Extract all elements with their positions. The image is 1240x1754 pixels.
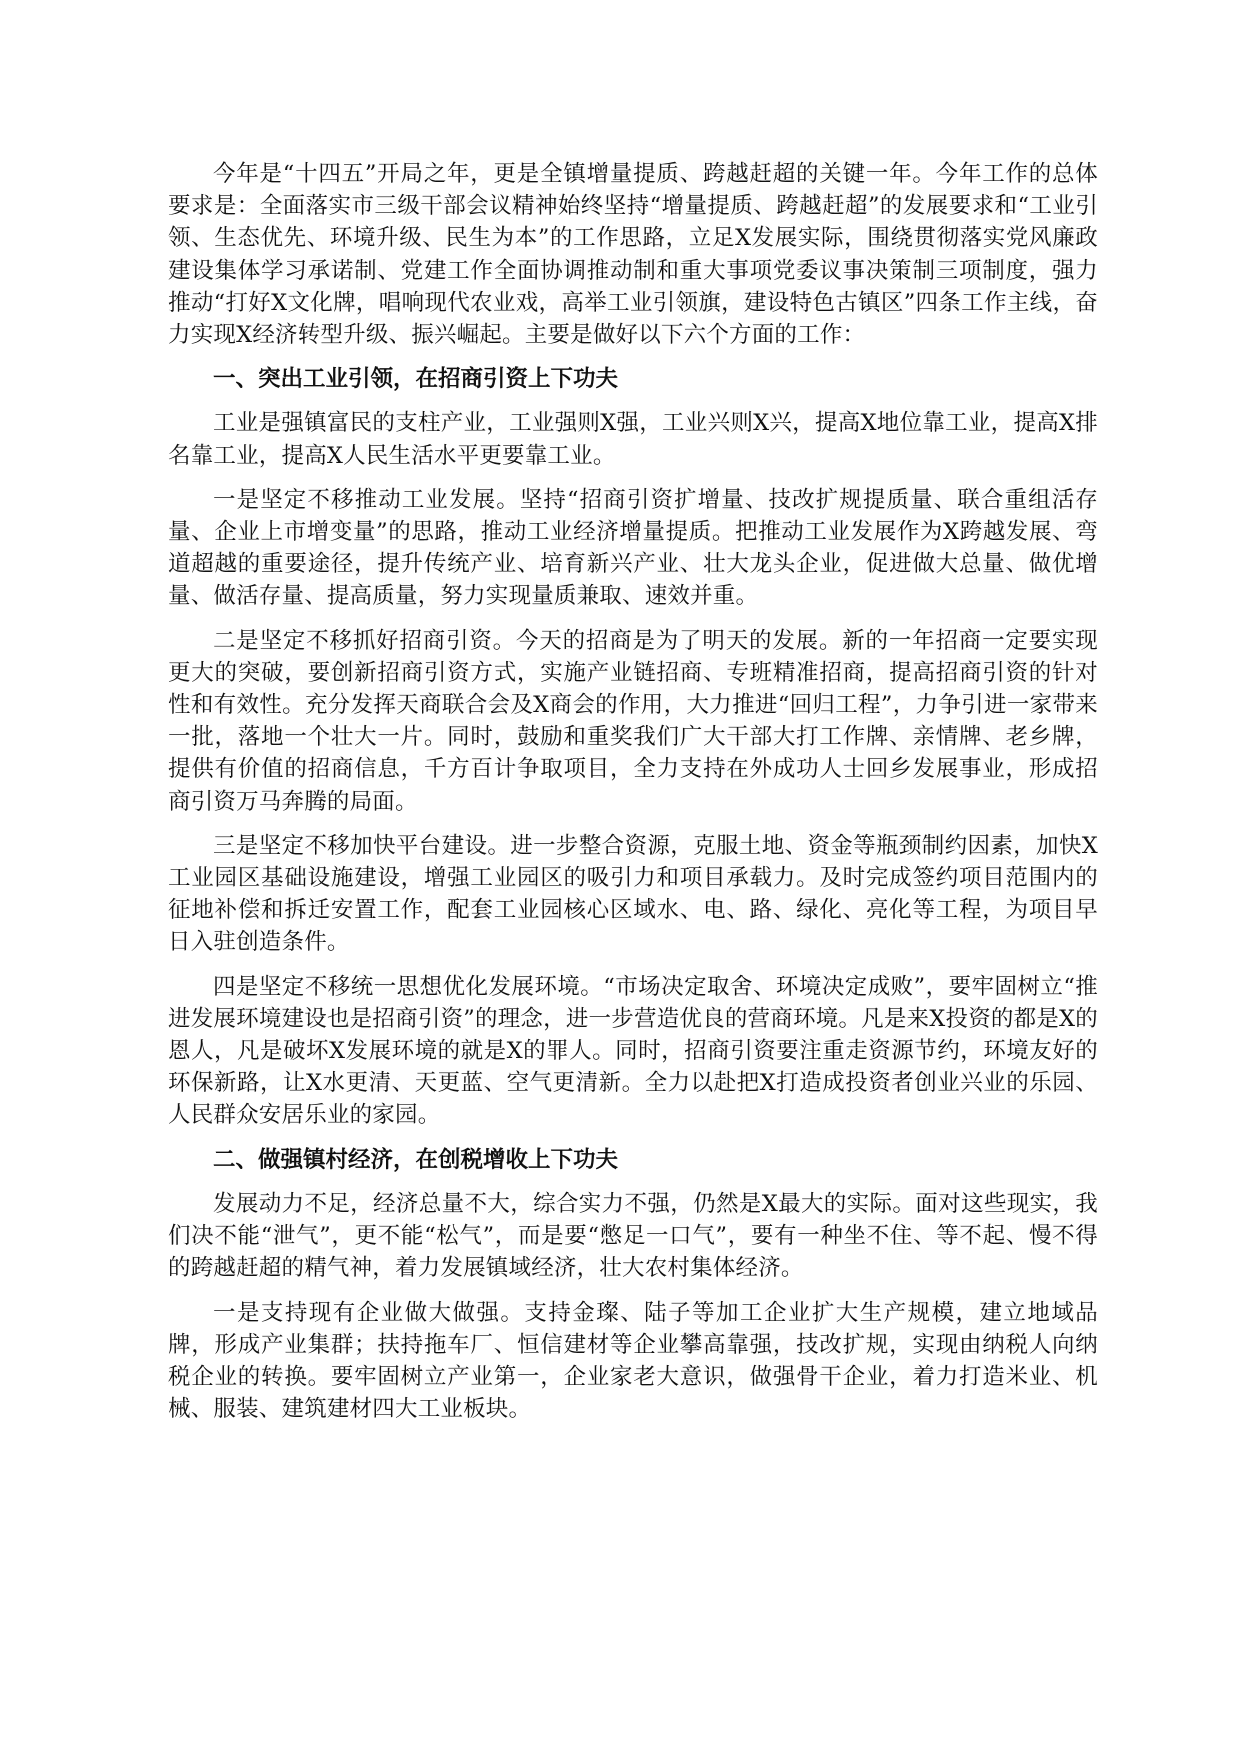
section-heading-1: 一、突出工业引领，在招商引资上下功夫 — [213, 366, 619, 393]
section-1-point-1-paragraph: 一是坚定不移推动工业发展。坚持“招商引资扩增量、技改扩规提质量、联合重组活存量、企业上市增变量”的思路，推动工业经济增量提质。把推动工业发展作为X跨越发展、弯道超越的重要途径，提升传统产业、培育新兴产业、壮大龙头企业，促进做大总量、做优增量、做活存量、提高质量，努力实现量质兼取、速效并重。 — [168, 486, 1098, 610]
section-2-intro-paragraph: 发展动力不足，经济总量不大，综合实力不强，仍然是X最大的实际。面对这些现实，我们决不能“泄气”，更不能“松气”，而是要“憋足一口气”，要有一种坐不住、等不起、慢不得的跨越赶超的精气神，着力发展镇域经济，壮大农村集体经济。 — [168, 1190, 1098, 1282]
document-body — [168, 158, 1098, 1437]
section-1-point-3-paragraph: 三是坚定不移加快平台建设。进一步整合资源，克服土地、资金等瓶颈制约因素，加快X工业园区基础设施建设，增强工业园区的吸引力和项目承载力。及时完成签约项目范围内的征地补偿和拆迁安置工作，配套工业园核心区域水、电、路、绿化、亮化等工程，为项目早日入驻创造条件。 — [168, 832, 1098, 956]
section-1-point-2-paragraph: 二是坚定不移抓好招商引资。今天的招商是为了明天的发展。新的一年招商一定要实现更大的突破，要创新招商引资方式，实施产业链招商、专班精准招商，提高招商引资的针对性和有效性。充分发挥天商联合会及X商会的作用，大力推进“回归工程”，力争引进一家带来一批，落地一个壮大一片。同时，鼓励和重奖我们广大干部大打工作牌、亲情牌、老乡牌，提供有价值的招商信息，千方百计争取项目，全力支持在外成功人士回乡发展事业，形成招商引资万马奔腾的局面。 — [168, 627, 1098, 815]
section-1-point-4-paragraph: 四是坚定不移统一思想优化发展环境。“市场决定取舍、环境决定成败”，要牢固树立“推进发展环境建设也是招商引资”的理念，进一步营造优良的营商环境。凡是来X投资的都是X的恩人，凡是破坏X发展环境的就是X的罪人。同时，招商引资要注重走资源节约，环境友好的环保新路，让X水更清、天更蓝、空气更清新。全力以赴把X打造成投资者创业兴业的乐园、人民群众安居乐业的家园。 — [168, 973, 1098, 1129]
section-2-point-1-paragraph: 一是支持现有企业做大做强。支持金璨、陆子等加工企业扩大生产规模，建立地域品牌，形成产业集群；扶持拖车厂、恒信建材等企业攀高靠强，技改扩规，实现由纳税人向纳税企业的转换。要牢固树立产业第一，企业家老大意识，做强骨干企业，着力打造米业、机械、服装、建筑建材四大工业板块。 — [168, 1299, 1098, 1423]
intro-paragraph: 今年是“十四五”开局之年，更是全镇增量提质、跨越赶超的关键一年。今年工作的总体要求是：全面落实市三级干部会议精神始终坚持“增量提质、跨越赶超”的发展要求和“工业引领、生态优先、环境升级、民生为本”的工作思路，立足X发展实际，围绕贯彻落实党风廉政建设集体学习承诺制、党建工作全面协调推动制和重大事项党委议事决策制三项制度，强力推动“打好X文化牌，唱响现代农业戏，高举工业引领旗，建设特色古镇区”四条工作主线，奋力实现X经济转型升级、振兴崛起。主要是做好以下六个方面的工作： — [168, 161, 1098, 349]
section-heading-2: 二、做强镇村经济，在创税增收上下功夫 — [213, 1146, 619, 1173]
section-1-intro-paragraph: 工业是强镇富民的支柱产业，工业强则X强，工业兴则X兴，提高X地位靠工业，提高X排名靠工业，提高X人民生活水平更要靠工业。 — [168, 410, 1098, 469]
